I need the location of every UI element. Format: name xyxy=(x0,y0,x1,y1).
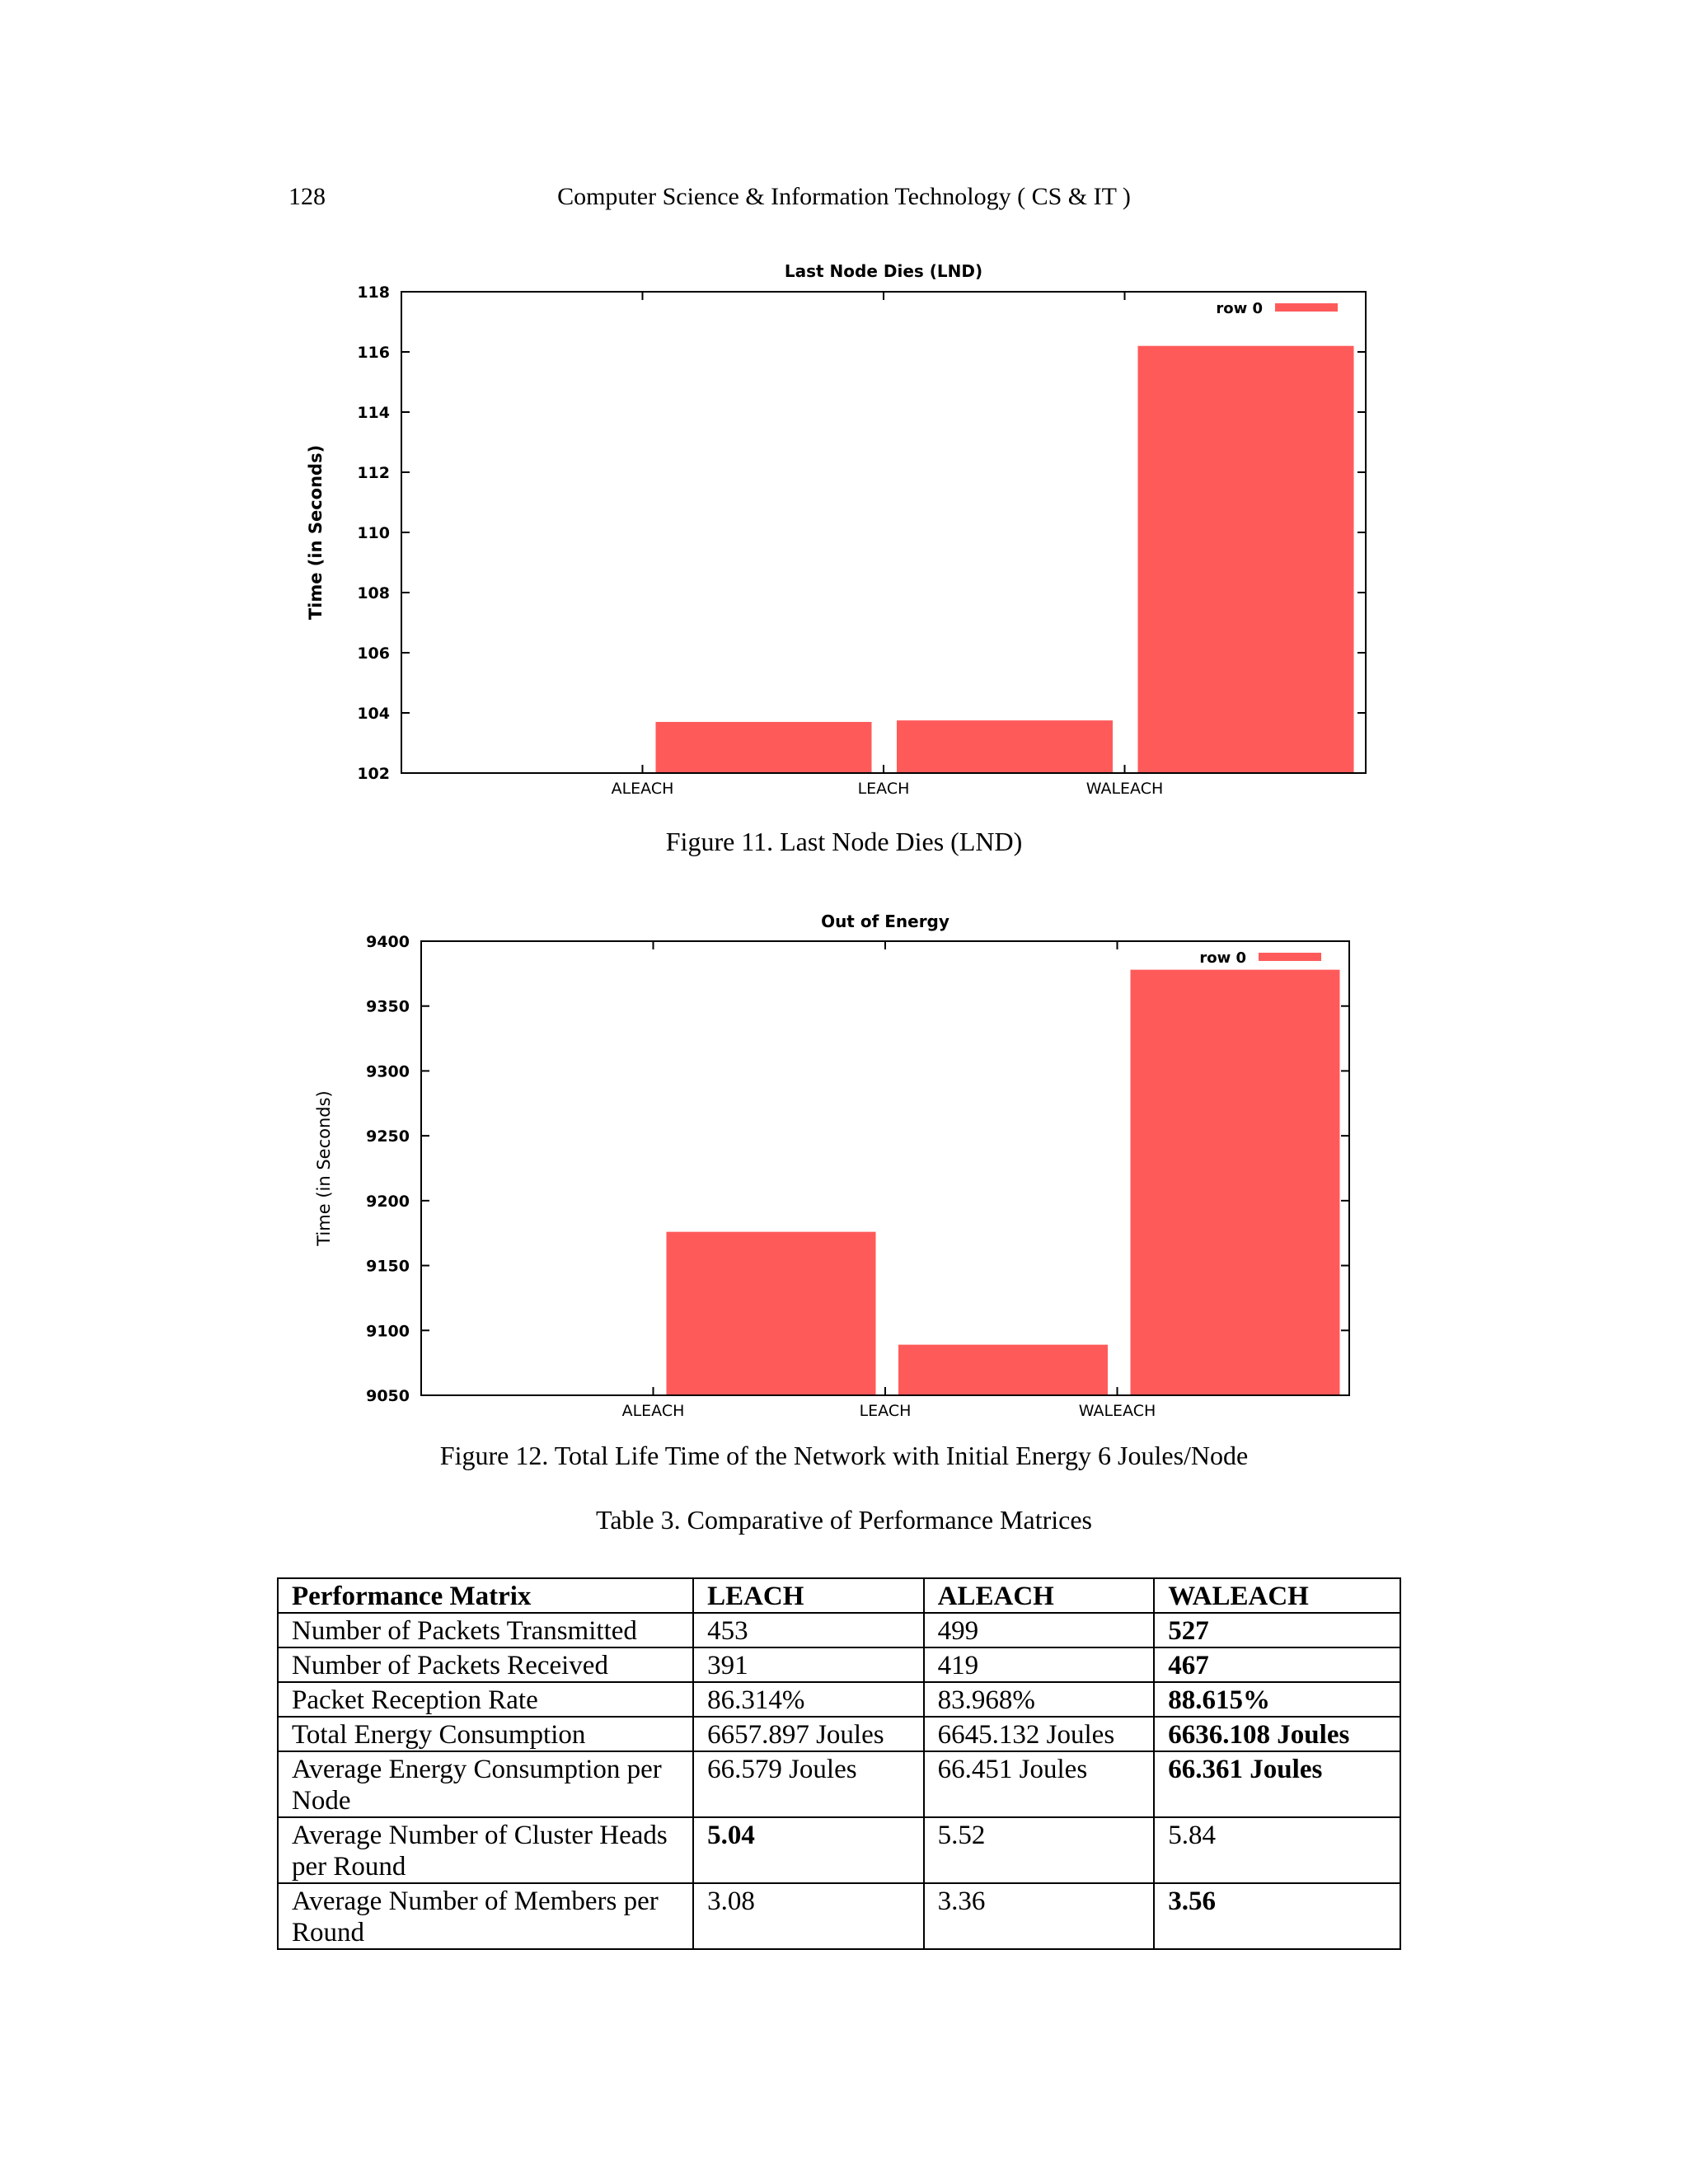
y-tick-label: 9150 xyxy=(366,1257,410,1276)
legend-swatch xyxy=(1259,953,1321,961)
figure-12-caption: Figure 12. Total Life Time of the Network with Initial Energy 6 Joules/Node xyxy=(439,1441,1249,1470)
x-tick-label: WALEACH xyxy=(1078,1402,1156,1420)
chart-last-node-dies xyxy=(0,247,1688,824)
value-cell: 6657.897 Joules xyxy=(693,1717,924,1751)
table-row xyxy=(278,1883,1400,1949)
value-cell: 66.361 Joules xyxy=(1154,1751,1400,1817)
y-tick-label: 118 xyxy=(357,284,390,302)
y-tick-label: 102 xyxy=(357,765,390,783)
bar-leach xyxy=(898,1345,1108,1395)
running-header: Computer Science & Information Technology ( CS & IT ) xyxy=(557,183,1131,210)
metric-name-cell: Number of Packets Received xyxy=(278,1647,693,1682)
figure-11-caption: Figure 11. Last Node Dies (LND) xyxy=(665,827,1023,856)
value-cell: 6636.108 Joules xyxy=(1154,1717,1400,1751)
y-axis-label: Time (in Seconds) xyxy=(314,1090,334,1246)
value-cell: 419 xyxy=(924,1647,1155,1682)
bar-aleach xyxy=(667,1232,876,1395)
y-tick-label: 110 xyxy=(357,524,390,542)
y-tick-label: 114 xyxy=(357,404,390,422)
chart-title: Out of Energy xyxy=(821,912,950,931)
table-row xyxy=(278,1682,1400,1717)
y-tick-label: 104 xyxy=(357,705,390,723)
value-cell: 66.451 Joules xyxy=(924,1751,1155,1817)
y-tick-label: 116 xyxy=(357,344,390,362)
table-row xyxy=(278,1717,1400,1751)
value-cell: 5.84 xyxy=(1154,1817,1400,1883)
y-tick-label: 9400 xyxy=(366,933,410,951)
table-header-row xyxy=(278,1578,1400,1613)
value-cell: 5.52 xyxy=(924,1817,1155,1883)
y-tick-label: 108 xyxy=(357,584,390,602)
y-tick-label: 9200 xyxy=(366,1192,410,1211)
table-row xyxy=(278,1613,1400,1647)
x-tick-label: LEACH xyxy=(857,780,910,798)
x-tick-label: LEACH xyxy=(859,1402,912,1420)
bar-aleach xyxy=(656,722,872,773)
bar-waleach xyxy=(1138,346,1354,773)
metric-name-cell: Total Energy Consumption xyxy=(278,1717,693,1751)
value-cell: 3.36 xyxy=(924,1883,1155,1949)
legend-label: row 0 xyxy=(1216,300,1263,317)
metric-name-cell: Packet Reception Rate xyxy=(278,1682,693,1717)
value-cell: 3.08 xyxy=(693,1883,924,1949)
x-tick-label: WALEACH xyxy=(1085,780,1164,798)
bar-leach xyxy=(897,720,1113,773)
value-cell: 391 xyxy=(693,1647,924,1682)
value-cell: 86.314% xyxy=(693,1682,924,1717)
value-cell: 499 xyxy=(924,1613,1155,1647)
table-row xyxy=(278,1817,1400,1883)
value-cell: 6645.132 Joules xyxy=(924,1717,1155,1751)
metric-name-cell: Average Number of Cluster Heads per Round xyxy=(278,1817,693,1883)
metric-name-cell: Average Number of Members per Round xyxy=(278,1883,693,1949)
value-cell: 453 xyxy=(693,1613,924,1647)
chart-out-of-energy xyxy=(0,898,1688,1426)
x-tick-label: ALEACH xyxy=(621,1402,685,1420)
value-cell: 5.04 xyxy=(693,1817,924,1883)
table-row xyxy=(278,1647,1400,1682)
chart-title: Last Node Dies (LND) xyxy=(784,261,983,281)
y-tick-label: 106 xyxy=(357,644,390,663)
legend-label: row 0 xyxy=(1199,949,1246,967)
metric-name-cell: Number of Packets Transmitted xyxy=(278,1613,693,1647)
header-cell: WALEACH xyxy=(1154,1578,1400,1613)
y-tick-label: 9350 xyxy=(366,997,410,1016)
header-cell: LEACH xyxy=(693,1578,924,1613)
y-tick-label: 9050 xyxy=(366,1387,410,1405)
metric-name-cell: Average Energy Consumption per Node xyxy=(278,1751,693,1817)
legend-swatch xyxy=(1275,303,1338,312)
table-row xyxy=(278,1751,1400,1817)
performance-table xyxy=(277,1577,1401,1950)
header-cell: Performance Matrix xyxy=(278,1578,693,1613)
y-axis-label: Time (in Seconds) xyxy=(306,444,326,621)
y-tick-label: 112 xyxy=(357,464,390,482)
value-cell: 83.968% xyxy=(924,1682,1155,1717)
value-cell: 467 xyxy=(1154,1647,1400,1682)
value-cell: 88.615% xyxy=(1154,1682,1400,1717)
value-cell: 66.579 Joules xyxy=(693,1751,924,1817)
y-tick-label: 9250 xyxy=(366,1127,410,1146)
bar-waleach xyxy=(1131,970,1340,1395)
table-3-caption: Table 3. Comparative of Performance Matrices xyxy=(596,1505,1092,1535)
y-tick-label: 9300 xyxy=(366,1062,410,1081)
page-number: 128 xyxy=(288,183,326,210)
value-cell: 3.56 xyxy=(1154,1883,1400,1949)
value-cell: 527 xyxy=(1154,1613,1400,1647)
y-tick-label: 9100 xyxy=(366,1322,410,1341)
header-cell: ALEACH xyxy=(924,1578,1155,1613)
x-tick-label: ALEACH xyxy=(611,780,674,798)
